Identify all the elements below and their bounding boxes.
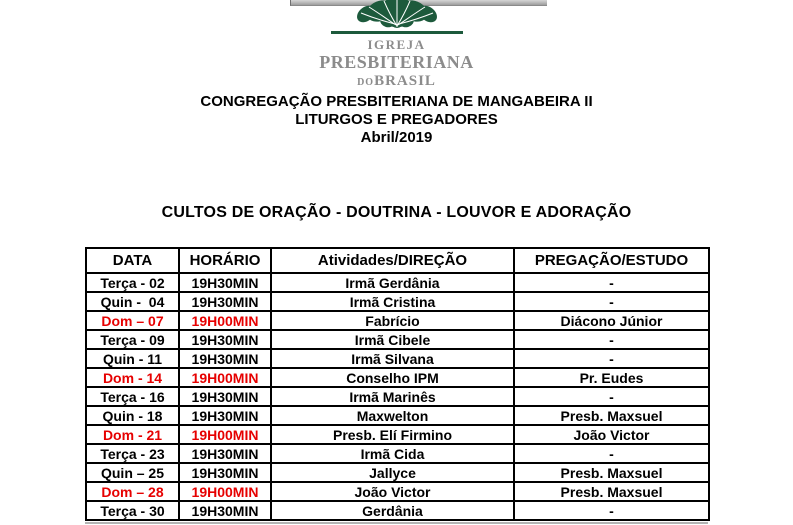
table-row (86, 482, 709, 501)
cell-time: 19H30MIN (179, 292, 271, 311)
logo-text-brasil: BRASIL (374, 73, 436, 89)
cell-preaching: - (514, 387, 709, 406)
cell-date: Quin – 25 (86, 463, 179, 482)
cell-activity: Gerdânia (271, 501, 514, 520)
column-header-pregacao: PREGAÇÃO/ESTUDO (514, 248, 709, 273)
cell-preaching: - (514, 273, 709, 292)
cell-preaching: Diácono Júnior (514, 311, 709, 330)
title-line-3: Abril/2019 (360, 129, 433, 146)
schedule-body (86, 273, 709, 520)
cell-date: Dom - 21 (86, 425, 179, 444)
cell-date: Quin - 18 (86, 406, 179, 425)
cell-preaching: - (514, 349, 709, 368)
cell-preaching: Presb. Maxsuel (514, 482, 709, 501)
table-row (86, 501, 709, 520)
cell-activity: Presb. Elí Firmino (271, 425, 514, 444)
cell-time: 19H00MIN (179, 425, 271, 444)
logo-text-dobrasil (357, 74, 436, 90)
section-title: CULTOS DE ORAÇÃO - DOUTRINA - LOUVOR E ADORAÇÃO (161, 204, 632, 221)
cell-time: 19H00MIN (179, 311, 271, 330)
cell-activity: Jallyce (271, 463, 514, 482)
table-row (86, 330, 709, 349)
cell-time: 19H30MIN (179, 463, 271, 482)
cell-time: 19H30MIN (179, 444, 271, 463)
cell-preaching: João Victor (514, 425, 709, 444)
cell-time: 19H00MIN (179, 368, 271, 387)
cell-activity: Irmã Marinês (271, 387, 514, 406)
table-row (86, 406, 709, 425)
table-row (86, 292, 709, 311)
table-row (86, 425, 709, 444)
column-header-data: DATA (86, 248, 179, 273)
cell-preaching: - (514, 501, 709, 520)
table-row (86, 273, 709, 292)
cell-activity: João Victor (271, 482, 514, 501)
title-line-2: LITURGOS E PREGADORES (295, 111, 498, 128)
table-row (86, 349, 709, 368)
cell-time: 19H30MIN (179, 273, 271, 292)
table-header-row (86, 248, 709, 273)
cut-off-next-row-border (85, 522, 708, 524)
cell-preaching: Pr. Eudes (514, 368, 709, 387)
table-row (86, 368, 709, 387)
cell-date: Dom – 07 (86, 311, 179, 330)
burning-bush-icon (349, 0, 445, 28)
cell-date: Terça - 30 (86, 501, 179, 520)
church-logo (0, 0, 793, 90)
cell-activity: Irmã Silvana (271, 349, 514, 368)
column-header-atividades: Atividades/DIREÇÃO (271, 248, 514, 273)
document-title (0, 93, 793, 147)
cell-time: 19H30MIN (179, 387, 271, 406)
cell-activity: Conselho IPM (271, 368, 514, 387)
logo-underline (331, 31, 463, 34)
cell-date: Terça - 02 (86, 273, 179, 292)
cell-time: 19H30MIN (179, 330, 271, 349)
table-row (86, 311, 709, 330)
cell-preaching: - (514, 444, 709, 463)
table-row (86, 463, 709, 482)
column-header-horario: HORÁRIO (179, 248, 271, 273)
cell-time: 19H00MIN (179, 482, 271, 501)
cell-date: Quin - 11 (86, 349, 179, 368)
title-line-1: CONGREGAÇÃO PRESBITERIANA DE MANGABEIRA II (200, 93, 593, 110)
cell-date: Quin - 04 (86, 292, 179, 311)
cell-activity: Irmã Cibele (271, 330, 514, 349)
table-row (86, 444, 709, 463)
cell-activity: Irmã Gerdânia (271, 273, 514, 292)
cell-preaching: - (514, 330, 709, 349)
cell-activity: Irmã Cida (271, 444, 514, 463)
cell-activity: Irmã Cristina (271, 292, 514, 311)
cell-date: Dom – 28 (86, 482, 179, 501)
cell-date: Terça - 23 (86, 444, 179, 463)
cell-activity: Fabrício (271, 311, 514, 330)
cell-time: 19H30MIN (179, 406, 271, 425)
logo-text-presbiteriana: PRESBITERIANA (319, 52, 474, 72)
schedule-table (85, 247, 710, 521)
cell-time: 19H30MIN (179, 501, 271, 520)
cell-time: 19H30MIN (179, 349, 271, 368)
cell-preaching: Presb. Maxsuel (514, 463, 709, 482)
cell-preaching: - (514, 292, 709, 311)
cell-date: Terça - 16 (86, 387, 179, 406)
logo-text-do: DO (357, 77, 375, 88)
cell-activity: Maxwelton (271, 406, 514, 425)
logo-text-igreja: IGREJA (367, 37, 426, 52)
table-row (86, 387, 709, 406)
cell-date: Terça - 09 (86, 330, 179, 349)
cell-date: Dom - 14 (86, 368, 179, 387)
cell-preaching: Presb. Maxsuel (514, 406, 709, 425)
